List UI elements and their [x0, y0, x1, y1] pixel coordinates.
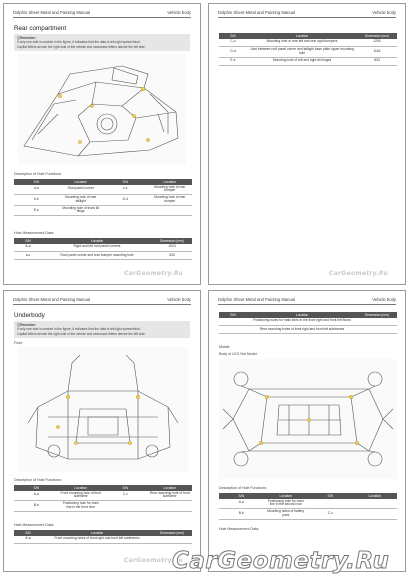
watermark: CarGeometry.Ru — [124, 557, 184, 564]
table-row: A-a Front mounting holes of front right and front left subframes — [14, 536, 192, 544]
table-row: Positioning holes for main lines in the front right and front left floors — [219, 318, 397, 326]
table-row: A-a Right and left roof panel corners 1024 — [14, 244, 192, 252]
body-label: Body of LEG Nut Model: — [219, 352, 258, 356]
watermark: CarGeometry.Ru — [124, 270, 184, 277]
desc-label: Description of Hole Functions: — [14, 478, 62, 482]
table-row: E-e Mounting hole of left and right lid hinges 833 — [219, 57, 397, 65]
rear-compartment-drawing — [18, 54, 186, 164]
table-row: A,a Positioning hole for main line in the second row — [219, 499, 397, 509]
hole-function-table: S/N Location S/N Location A,a Positioning hole for main line in the second row B,b Mounting holes of battery pack C,c — [219, 493, 397, 520]
hole-measurement-table: S/N Location Dimension (mm) C-c Mounting hole of rear left and rear right bumpers 1250 D-d Joint between roof panel corner and taillight base plate upper mounting hole 1162 E-e Mounting hole of left and right lid hinges 833 — [219, 33, 397, 66]
hole-measurement-table: S/N Location Dimension (mm) A-a Front mounting holes of front right and front left subframes — [14, 530, 192, 544]
page-rear-compartment — [3, 3, 201, 285]
middle-label: Middle — [219, 345, 230, 349]
table-row: B,b Positioning hole for main line in the front floor — [14, 501, 192, 512]
hole-measurement-table: S/N Location Dimension (mm) Positioning holes for main lines in the front right and front left floors Rear mounting holes of front right and front left subframes — [219, 312, 397, 334]
hole-measurement-table: S/N Location Dimension (mm) A-a Right and left roof panel corners 1024 a-c Roof panel corner and rear bumper mounting hole 833 — [14, 238, 192, 260]
table-row: b,b Mounting hole of rear taillight D,d Mounting hole of rear bumper — [14, 195, 192, 206]
underbody-front-drawing — [18, 347, 188, 472]
header-manual-title: Dolphin Sheet Metal and Painting Manual — [13, 10, 91, 15]
page-underbody — [3, 290, 201, 572]
page-header: Dolphin Sheet Metal and Painting Manual Vehicle body — [218, 10, 396, 18]
page-header — [13, 10, 191, 18]
reminder-note: ⓘ Reminder: If only one side is marked in the figure, it indicates that the data is left-right symmetrical. Capital letters denote the right side of the vehicle and lowercase letters denote the left side. — [14, 321, 190, 338]
reminder-note — [14, 34, 190, 51]
reminder-line-2: Capital letters denote the right side of the vehicle and lowercase letters denote the left side. — [17, 44, 146, 49]
watermark-large: CarGeometry.Ru — [172, 548, 390, 574]
table-row: a,a Roof panel corner c,c Mounting hole of rear bumper — [14, 185, 192, 195]
reminder-line-1: If only one side is marked in the figure, it indicates that the data is left-right symmetrical. — [17, 40, 141, 45]
col-sn: S/N — [14, 179, 59, 185]
page-rear-compartment-cont — [208, 3, 406, 285]
table-row: C-c Mounting hole of rear left and rear right bumpers 1250 — [219, 39, 397, 47]
desc-label: Description of Hole Functions: — [14, 172, 62, 176]
section-title: Underbody — [14, 312, 45, 319]
col-location: Location — [59, 179, 104, 185]
front-label: Front — [14, 341, 23, 345]
col-sn: S/N — [103, 179, 148, 185]
meas-label: Hole Measurement Data: — [219, 527, 259, 531]
section-title: Rear compartment — [14, 25, 67, 32]
header-section: Vehicle body — [167, 10, 191, 15]
page-header: Dolphin Sheet Metal and Painting Manual Vehicle body — [218, 297, 396, 305]
rear-compartment-illustration — [18, 54, 186, 164]
table-row: A,a Front mounting hole of front subframe C,c Rear mounting hole of front subframe — [14, 491, 192, 501]
table-row: D-d Joint between roof panel corner and taillight base plate upper mounting hole 1162 — [219, 47, 397, 58]
meas-label: Hole Measurement Data: — [14, 523, 54, 527]
table-row: E,e Mounting hole of trunk lid hinge — [14, 205, 192, 216]
desc-label: Description of Hole Functions: — [219, 486, 267, 490]
watermark: CarGeometry.Ru — [329, 270, 389, 277]
table-row: a-c Roof panel corner and rear bumper mounting hole 833 — [14, 252, 192, 260]
reminder-title: ⓘ Reminder: — [17, 36, 187, 41]
underbody-middle-drawing — [219, 359, 397, 479]
hole-function-table — [14, 179, 192, 216]
hole-function-table: S/N Location S/N Location A,a Front mounting hole of front subframe C,c Rear mounting hole of front subframe B,b Positioning hole for main line in the front floor — [14, 485, 192, 512]
page-underbody-cont — [208, 290, 406, 572]
table-row: Rear mounting holes of front right and front left subframes — [219, 326, 397, 334]
meas-label: Hole Measurement Data: — [14, 231, 54, 235]
table-row: B,b Mounting holes of battery pack C,c — [219, 509, 397, 520]
underbody-middle-illustration — [219, 359, 397, 479]
col-location: Location — [148, 179, 193, 185]
underbody-front-illustration — [18, 347, 188, 472]
page-header: Dolphin Sheet Metal and Painting Manual Vehicle body — [13, 297, 191, 305]
